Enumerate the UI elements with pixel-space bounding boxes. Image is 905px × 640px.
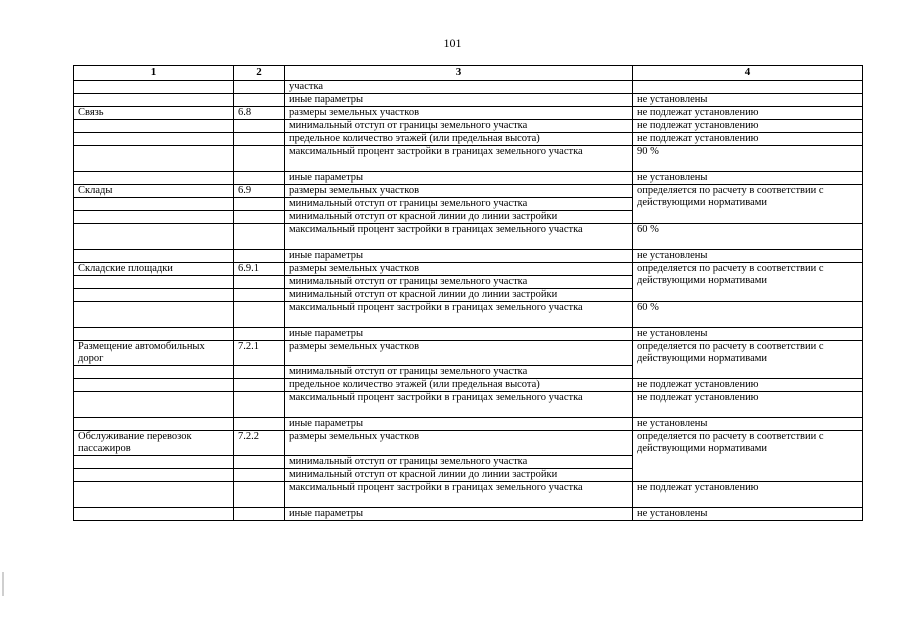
use-type-name: Связь bbox=[74, 107, 234, 120]
use-type-code-continued bbox=[234, 482, 285, 508]
table-row bbox=[74, 341, 863, 366]
use-type-name-continued bbox=[74, 418, 234, 431]
parameter-name: иные параметры bbox=[285, 250, 633, 263]
parameter-name: иные параметры bbox=[285, 418, 633, 431]
use-type-code-continued bbox=[234, 250, 285, 263]
parameter-value: определяется по расчету в соответствии с действующими нормативами bbox=[633, 341, 863, 379]
parameter-name: минимальный отступ от границы земельного участка bbox=[285, 198, 633, 211]
use-type-name: Складские площадки bbox=[74, 263, 234, 276]
use-type-name-continued bbox=[74, 133, 234, 146]
parameter-value: не установлены bbox=[633, 508, 863, 521]
use-type-code-continued bbox=[234, 302, 285, 328]
parameter-value: не подлежат установлению bbox=[633, 392, 863, 418]
use-type-name bbox=[74, 81, 234, 94]
parameter-value: не подлежат установлению bbox=[633, 133, 863, 146]
header-row bbox=[74, 66, 863, 81]
table-row bbox=[74, 431, 863, 456]
use-type-name-continued bbox=[74, 276, 234, 289]
table-row bbox=[74, 172, 863, 185]
use-type-name-continued bbox=[74, 198, 234, 211]
table-row bbox=[74, 418, 863, 431]
parameter-name: максимальный процент застройки в границах земельного участка bbox=[285, 302, 633, 328]
use-type-code: 7.2.2 bbox=[234, 431, 285, 456]
page-number: 101 bbox=[443, 36, 462, 50]
use-type-code: 6.9 bbox=[234, 185, 285, 198]
parameter-name: размеры земельных участков bbox=[285, 107, 633, 120]
use-type-code-continued bbox=[234, 469, 285, 482]
use-type-name-continued bbox=[74, 120, 234, 133]
parameter-value: не подлежат установлению bbox=[633, 120, 863, 133]
use-type-name-continued bbox=[74, 224, 234, 250]
column-header: 4 bbox=[633, 66, 863, 81]
table-body bbox=[74, 81, 863, 521]
parameter-name: минимальный отступ от границы земельного участка bbox=[285, 120, 633, 133]
column-header: 3 bbox=[285, 66, 633, 81]
use-type-code-continued bbox=[234, 224, 285, 250]
table-row bbox=[74, 81, 863, 94]
table-row bbox=[74, 185, 863, 198]
use-type-code-continued bbox=[234, 211, 285, 224]
parameter-name: иные параметры bbox=[285, 328, 633, 341]
table-row bbox=[74, 482, 863, 508]
table-row bbox=[74, 120, 863, 133]
use-type-code: 7.2.1 bbox=[234, 341, 285, 366]
parameter-name: минимальный отступ от красной линии до линии застройки bbox=[285, 469, 633, 482]
table-row bbox=[74, 107, 863, 120]
parameter-name: максимальный процент застройки в границах земельного участка bbox=[285, 224, 633, 250]
scan-edge-mark bbox=[2, 572, 4, 596]
parameter-value: не установлены bbox=[633, 418, 863, 431]
use-type-code-continued bbox=[234, 328, 285, 341]
use-type-name: Обслуживание перевозок пассажиров bbox=[74, 431, 234, 456]
parameter-name: максимальный процент застройки в границах земельного участка bbox=[285, 482, 633, 508]
use-type-code-continued bbox=[234, 198, 285, 211]
parameter-name: размеры земельных участков bbox=[285, 263, 633, 276]
parameter-name: предельное количество этажей (или предельная высота) bbox=[285, 133, 633, 146]
use-type-name-continued bbox=[74, 392, 234, 418]
parameter-name: размеры земельных участков bbox=[285, 341, 633, 366]
parameter-name: иные параметры bbox=[285, 508, 633, 521]
use-type-code: 6.8 bbox=[234, 107, 285, 120]
use-type-name-continued bbox=[74, 146, 234, 172]
table-row bbox=[74, 392, 863, 418]
use-type-name-continued bbox=[74, 469, 234, 482]
use-type-code: 6.9.1 bbox=[234, 263, 285, 276]
parameter-value: определяется по расчету в соответствии с действующими нормативами bbox=[633, 431, 863, 482]
use-type-code-continued bbox=[234, 289, 285, 302]
use-type-code-continued bbox=[234, 94, 285, 107]
table-row bbox=[74, 508, 863, 521]
use-type-code-continued bbox=[234, 120, 285, 133]
use-type-name: Размещение автомобильных дорог bbox=[74, 341, 234, 366]
use-type-name-continued bbox=[74, 172, 234, 185]
parameter-name: минимальный отступ от красной линии до линии застройки bbox=[285, 289, 633, 302]
parameter-name: минимальный отступ от красной линии до линии застройки bbox=[285, 211, 633, 224]
use-type-name-continued bbox=[74, 366, 234, 379]
parameter-name: предельное количество этажей (или предельная высота) bbox=[285, 379, 633, 392]
use-type-name-continued bbox=[74, 379, 234, 392]
parameter-name: минимальный отступ от границы земельного участка bbox=[285, 276, 633, 289]
parameter-value: не установлены bbox=[633, 328, 863, 341]
use-type-code-continued bbox=[234, 508, 285, 521]
parameter-name: минимальный отступ от границы земельного участка bbox=[285, 456, 633, 469]
regulations-table bbox=[73, 65, 863, 521]
use-type-code-continued bbox=[234, 392, 285, 418]
parameter-value: не установлены bbox=[633, 94, 863, 107]
parameter-name: максимальный процент застройки в границах земельного участка bbox=[285, 392, 633, 418]
use-type-code-continued bbox=[234, 172, 285, 185]
parameter-name: максимальный процент застройки в границах земельного участка bbox=[285, 146, 633, 172]
use-type-name: Склады bbox=[74, 185, 234, 198]
use-type-name-continued bbox=[74, 328, 234, 341]
parameter-value: не подлежат установлению bbox=[633, 482, 863, 508]
parameter-value: не установлены bbox=[633, 172, 863, 185]
parameter-value: определяется по расчету в соответствии с действующими нормативами bbox=[633, 263, 863, 302]
parameter-value: 60 % bbox=[633, 224, 863, 250]
use-type-name-continued bbox=[74, 508, 234, 521]
column-header: 1 bbox=[74, 66, 234, 81]
use-type-code-continued bbox=[234, 379, 285, 392]
table-row bbox=[74, 250, 863, 263]
use-type-name-continued bbox=[74, 94, 234, 107]
parameter-value: 90 % bbox=[633, 146, 863, 172]
parameter-name: иные параметры bbox=[285, 94, 633, 107]
table-row bbox=[74, 94, 863, 107]
parameter-name: размеры земельных участков bbox=[285, 185, 633, 198]
parameter-value: не подлежат установлению bbox=[633, 107, 863, 120]
parameter-name: участка bbox=[285, 81, 633, 94]
parameter-value: 60 % bbox=[633, 302, 863, 328]
parameter-value: не подлежат установлению bbox=[633, 379, 863, 392]
parameter-name: размеры земельных участков bbox=[285, 431, 633, 456]
use-type-code-continued bbox=[234, 146, 285, 172]
use-type-code-continued bbox=[234, 276, 285, 289]
use-type-code-continued bbox=[234, 133, 285, 146]
use-type-name-continued bbox=[74, 250, 234, 263]
parameter-value bbox=[633, 81, 863, 94]
column-header: 2 bbox=[234, 66, 285, 81]
parameter-name: минимальный отступ от границы земельного участка bbox=[285, 366, 633, 379]
use-type-code bbox=[234, 81, 285, 94]
table-row bbox=[74, 224, 863, 250]
table-row bbox=[74, 263, 863, 276]
use-type-code-continued bbox=[234, 418, 285, 431]
table-row bbox=[74, 379, 863, 392]
use-type-name-continued bbox=[74, 289, 234, 302]
parameter-value: определяется по расчету в соответствии с действующими нормативами bbox=[633, 185, 863, 224]
use-type-name-continued bbox=[74, 211, 234, 224]
parameter-value: не установлены bbox=[633, 250, 863, 263]
use-type-name-continued bbox=[74, 302, 234, 328]
table-row bbox=[74, 302, 863, 328]
use-type-code-continued bbox=[234, 366, 285, 379]
table-row bbox=[74, 133, 863, 146]
parameter-name: иные параметры bbox=[285, 172, 633, 185]
table-row bbox=[74, 146, 863, 172]
use-type-code-continued bbox=[234, 456, 285, 469]
table-row bbox=[74, 328, 863, 341]
use-type-name-continued bbox=[74, 456, 234, 469]
use-type-name-continued bbox=[74, 482, 234, 508]
